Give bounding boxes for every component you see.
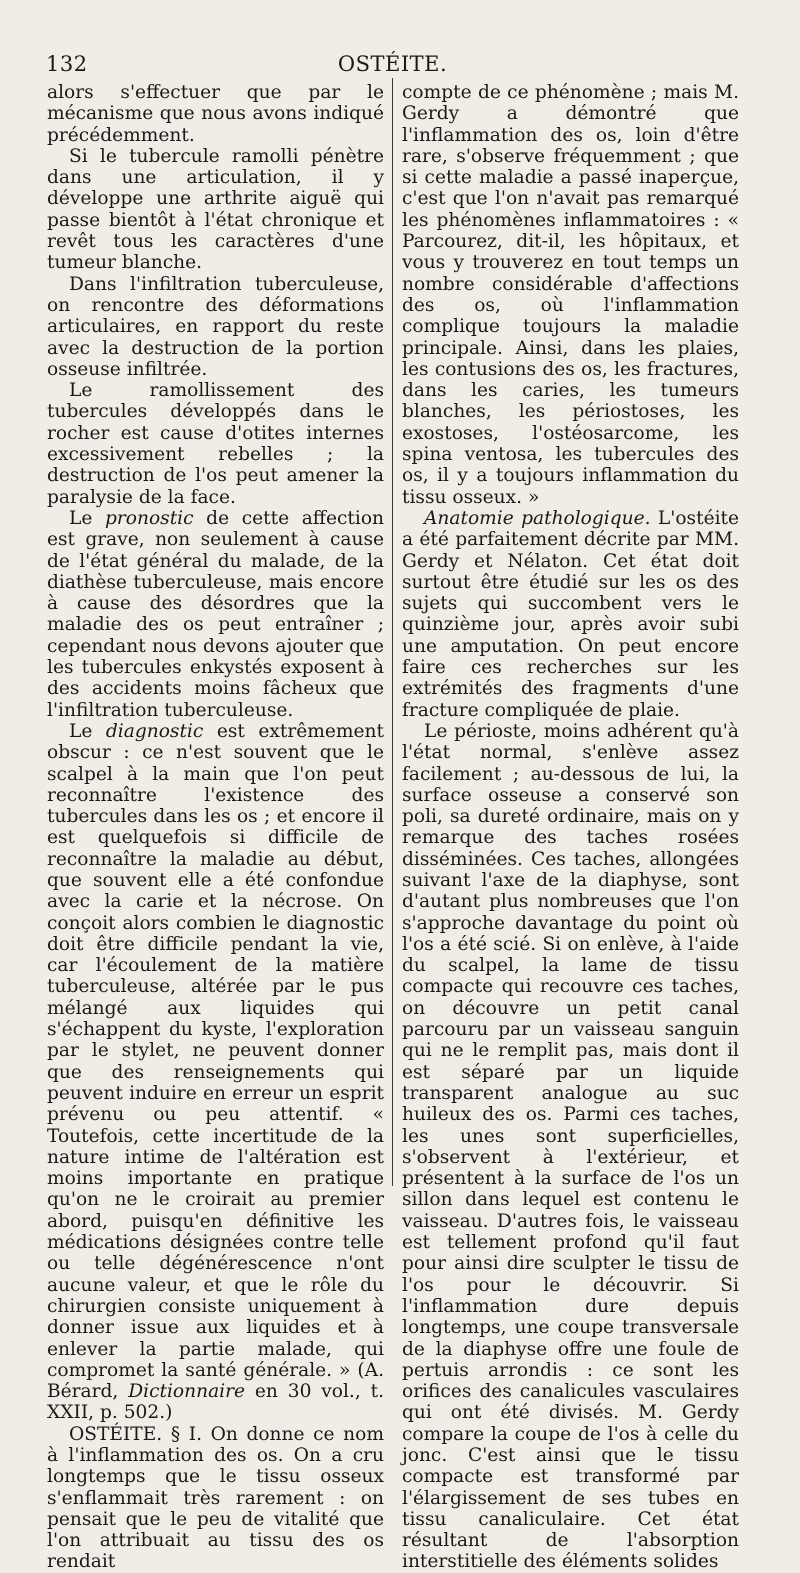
right-column xyxy=(402,82,739,1573)
paragraph: Le ramollissement des tubercules développés dans le rocher est cause d'otites internes excessivement rebelles ; la destruction de l'os peut amener la paralysie de la face. xyxy=(47,380,384,508)
citation-title: Dictionnaire xyxy=(128,1381,245,1403)
page-number: 132 xyxy=(46,52,88,76)
paragraph: Dans l'infiltration tuberculeuse, on rencontre des déformations articulaires, en rapport du reste avec la destruction de la portion osseuse infiltrée. xyxy=(47,273,384,380)
term-diagnostic: diagnostic xyxy=(105,720,204,742)
paragraph-osteite: OSTÉITE. § I. On donne ce nom à l'inflammation des os. On a cru longtemps que le tissu osseux s'enflammait très rarement : on pensait que le peu de vitalité que l'on attribuait au tissu des os rendait xyxy=(47,1423,384,1573)
lead-word: Le xyxy=(69,507,93,529)
paragraph: alors s'effectuer que par le mécanisme que nous avons indiqué précédemment. xyxy=(47,82,384,146)
term-anatomie-pathologique: Anatomie pathologique. xyxy=(424,507,651,529)
paragraph: Si le tubercule ramolli pénètre dans une articulation, il y développe une arthrite aiguë qui passe bientôt à l'état chronique et revêt tous les caractères d'une tumeur blanche. xyxy=(47,145,384,274)
lead-word: Le xyxy=(69,720,93,742)
paragraph-anatomie xyxy=(402,508,739,721)
paragraph: compte de ce phénomène ; mais M. Gerdy a démontré que l'inflammation des os, loin d'être rare, s'observe fréquemment ; que si cette maladie a passé inaperçue, c'est que l'on n'avait pas remarqué les phénomènes inflammatoires : « Parcourez, dit-il, les hôpitaux, et vous y trouverez en tout temps un nombre considérable d'affections des os, où l'inflammation complique toujours la maladie principale. Ainsi, dans les plaies, les contusions des os, les fractures, dans les caries, les tumeurs blanches, les périostoses, les exostoses, l'ostéosarcome, les spina ventosa, les tubercules des os, il y a toujours inflammation du tissu osseux. » xyxy=(402,82,739,508)
term-pronostic: pronostic xyxy=(105,507,194,529)
page-header xyxy=(40,50,745,78)
paragraph-pronostic xyxy=(47,508,384,721)
citation-details: en 30 vol., t. XXII, p. 502.) xyxy=(47,1381,385,1424)
paragraph: Le périoste, moins adhérent qu'à l'état normal, s'enlève assez facilement ; au-dessous de lui, la surface osseuse a conservé son poli, sa dureté ordinaire, mais on y remarque des taches rosées disséminées. Ces taches, allongées suivant l'axe de la diaphyse, sont d'autant plus nombreuses que l'on s'approche davantage du point où l'os a été scié. Si on enlève, à l'aide du scalpel, la lame de tissu compacte qui recouvre ces taches, on découvre un petit canal parcouru par un vaisseau sanguin qui ne le remplit pas, mais dont il est séparé par un liquide transparent analogue au suc huileux des os. Parmi ces taches, les unes sont superficielles, s'observent à l'extérieur, et présentent à la surface de l'os un sillon dans lequel est contenu le vaisseau. D'autres fois, le vaisseau est tellement profond qu'il faut pour ainsi dire sculpter le tissu de l'os pour le découvrir. Si l'inflammation dure depuis longtemps, une coupe transversale de la diaphyse offre une foule de pertuis arrondis : ce sont les orifices des canalicules vasculaires qui ont été divisés. M. Gerdy compare la coupe de l'os à celle du jonc. C'est ainsi que le tissu compacte est transformé par l'élargissement de ses tubes en tissu canaliculaire. Cet état résultant de l'absorption interstitielle des éléments solides xyxy=(402,720,739,1573)
paragraph-text: est extrêmement obscur : ce n'est souvent que le scalpel à la main que l'on peut reconnaître l'existence des tubercules dans les os ; et encore il est quelquefois si difficile de reconnaître la maladie au début, que souvent elle a été confondue avec la carie et la nécrose. On conçoit alors combien le diagnostic doit être difficile pendant la vie, car l'écoulement de la matière tuberculeuse, altérée par le pus mélangé aux liquides qui s'échappent du kyste, l'exploration par le stylet, ne peuvent donner que des renseignements qui peuvent induire en erreur un esprit prévenu ou peu attentif. « Toutefois, cette incertitude de la nature intime de l'altération est moins importante en pratique qu'on ne le croirait au premier abord, puisqu'en définitive les médications désignées contre telle ou telle dégénérescence n'ont aucune valeur, et que le rôle du chirurgien consiste uniquement à donner issue aux liquides et à enlever la partie malade, qui compromet la santé générale. » (A. Bérard, xyxy=(47,720,384,1403)
running-title: OSTÉITE. xyxy=(337,52,448,76)
paragraph-diagnostic xyxy=(47,721,384,1424)
paragraph-text: L'ostéite a été parfaitement décrite par MM. Gerdy et Nélaton. Cet état doit surtout être étudié sur les os des sujets qui succombent vers le quinzième jour, après avoir subi une amputation. On peut encore faire ces recherches sur les extrémités des fragments d'une fracture compliquée de plaie. xyxy=(402,507,739,721)
paragraph-text: de cette affection est grave, non seulement à cause de l'état général du malade, de la diathèse tuberculeuse, mais encore à cause des désordres que la maladie des os peut entraîner ; cependant nous devons ajouter que les tubercules enkystés exposent à des accidents moins fâcheux que l'infiltration tuberculeuse. xyxy=(47,507,384,721)
left-column xyxy=(47,82,384,1573)
column-divider xyxy=(392,78,393,1186)
